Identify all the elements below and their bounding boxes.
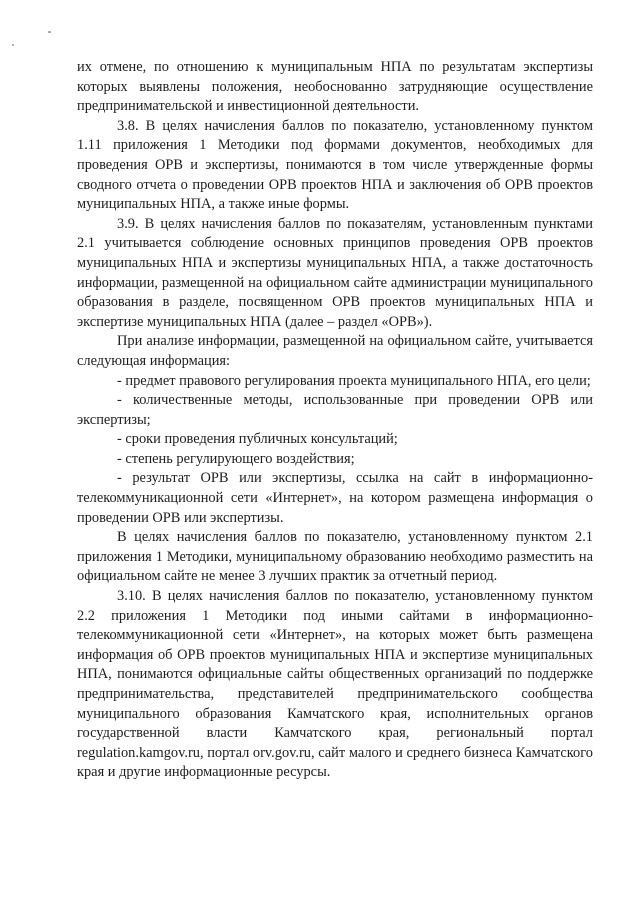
paragraph: При анализе информации, размещенной на официальном сайте, учитывается следующая информация: (77, 333, 593, 369)
scan-speck (48, 31, 51, 33)
paragraph: 3.10. В целях начисления баллов по показателю, установленному пунктом 2.2 приложения 1 Методики под иными сайтами в информационно-телекоммуникационной сети «Интернет», на которых может быть размещена информация об ОРВ проектов муниципальных НПА и экспертизе муниципальных НПА, понимаются официальные сайты общественных организаций по поддержке предпринимательства, представителей предпринимательского сообщества муниципального образования Камчатского края, исполнительных органов государственной власти Камчатского края, региональный портал regulation.kamgov.ru, портал orv.gov.ru, сайт малого и среднего бизнеса Камчатского края и другие информационные ресурсы. (77, 588, 593, 781)
list-item: - предмет правового регулирования проекта муниципального НПА, его цели; (117, 372, 591, 389)
list-item: - степень регулирующего воздействия; (117, 450, 355, 467)
list-item: - количественные методы, использованные при проведении ОРВ или экспертизы; (77, 392, 593, 428)
list-item: - результат ОРВ или экспертизы, ссылка на сайт в информационно-телекоммуникационной сети «Интернет», на котором размещена информация о проведении ОРВ или экспертизы. (77, 470, 593, 526)
paragraph: В целях начисления баллов по показателю, установленному пунктом 2.1 приложения 1 Методики, муниципальному образованию необходимо разместить на официальном сайте не менее 3 лучших практик за отчетный период. (77, 529, 593, 585)
paragraph: 3.8. В целях начисления баллов по показателю, установленному пунктом 1.11 приложения 1 Методики под формами документов, необходимых для проведения ОРВ и экспертизы, понимаются в том числе утвержденные формы сводного отчета о проведении ОРВ проектов НПА и заключения об ОРВ проектов муниципальных НПА, а также иные формы. (77, 117, 593, 213)
scan-speck (12, 44, 14, 46)
paragraph: 3.9. В целях начисления баллов по показателям, установленным пунктами 2.1 учитывается соблюдение основных принципов проведения ОРВ проектов муниципальных НПА и экспертизы муниципальных НПА, а также достаточность информации, размещенной на официальном сайте администрации муниципального образования в разделе, посвященном ОРВ проектов муниципальных НПА и экспертизе муниципальных НПА (далее – раздел «ОРВ»). (77, 215, 593, 330)
document-body (77, 58, 593, 783)
paragraph: их отмене, по отношению к муниципальным НПА по результатам экспертизы которых выявлены положения, необоснованно затрудняющие осуществление предпринимательской и инвестиционной деятельности. (77, 59, 593, 115)
list-item: - сроки проведения публичных консультаций; (117, 431, 398, 448)
